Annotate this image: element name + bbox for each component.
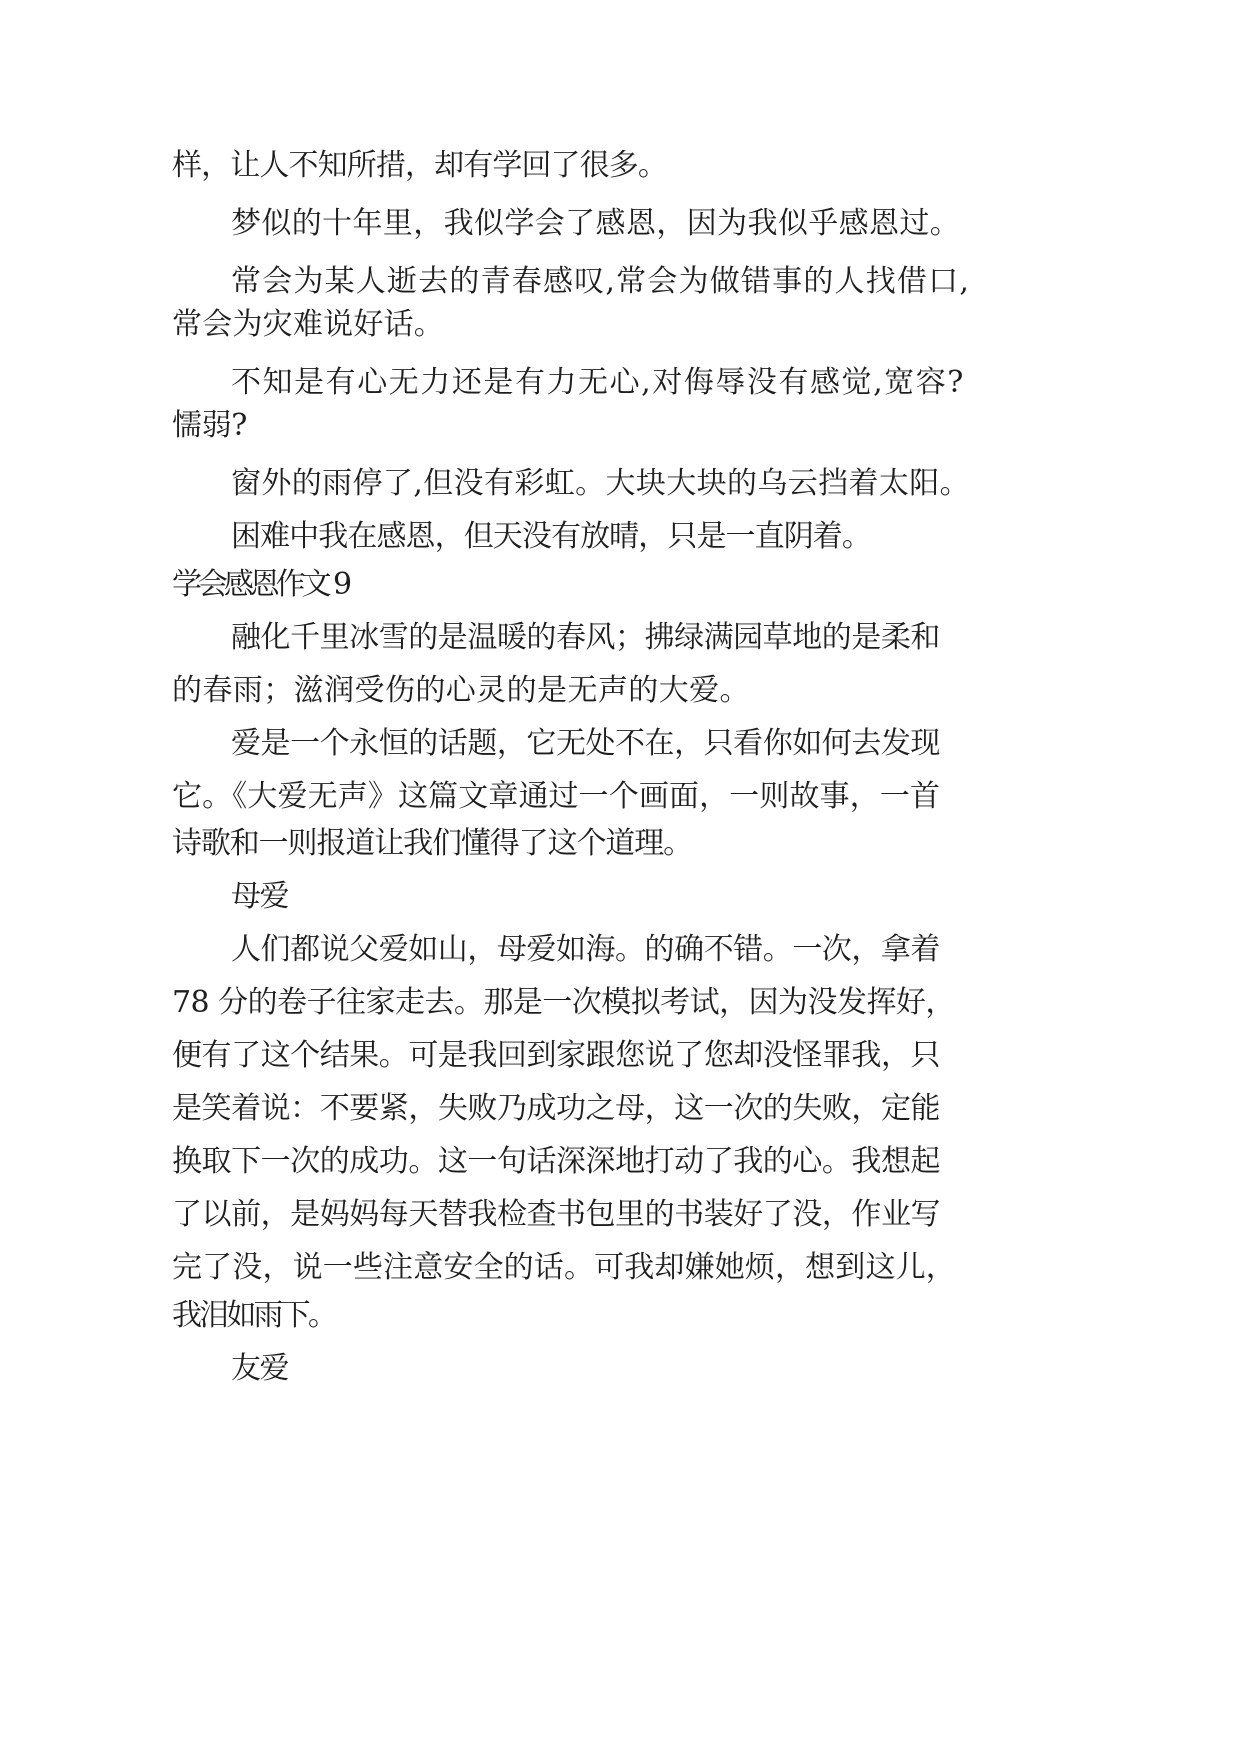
text-line-continuation: 便有了这个结果。可是我回到家跟您说了您却没怪罪我，只 (172, 1038, 941, 1073)
text-line-continuation: 它。《大爱无声》这篇文章通过一个画面，一则故事，一首 (172, 779, 941, 814)
section-heading: 学会感恩作文 9 (172, 567, 348, 602)
text-line-continuation: 78 分的卷子往家走去。那是一次模拟考试，因为没发挥好， (172, 985, 955, 1020)
text-line-continuation: 完了没，说一些注意安全的话。可我却嫌她烦，想到这儿， (172, 1250, 956, 1285)
paragraph-line: 困难中我在感恩，但天没有放晴，只是一直阴着。 (231, 519, 871, 554)
text-line-continuation: 我泪如雨下。 (172, 1298, 336, 1333)
text-line-continuation: 了以前，是妈妈每天替我检查书包里的书装好了没，作业写 (172, 1197, 941, 1232)
text-line-continuation: 懦弱? (172, 408, 248, 443)
subheading-line: 母爱 (231, 879, 288, 914)
paragraph-line: 常会为某人逝去的青春感叹,常会为做错事的人找借口, (231, 264, 971, 299)
paragraph-line: 融化千里冰雪的是温暖的春风；拂绿满园草地的是柔和 (231, 620, 940, 655)
paragraph-line: 窗外的雨停了,但没有彩虹。大块大块的乌云挡着太阳。 (231, 466, 971, 501)
text-line-continuation: 样，让人不知所措，却有学回了很多。 (172, 148, 668, 183)
text-line-continuation: 的春雨；滋润受伤的心灵的是无声的大爱。 (172, 673, 750, 708)
paragraph-line: 不知是有心无力还是有力无心,对侮辱没有感觉,宽容? (231, 365, 965, 400)
text-line-continuation: 换取下一次的成功。这一句话深深地打动了我的心。我想起 (172, 1144, 941, 1179)
subheading-line: 友爱 (231, 1351, 288, 1386)
paragraph-line: 人们都说父爱如山，母爱如海。的确不错。一次，拿着 (231, 932, 940, 967)
text-line-continuation: 常会为灾难说好话。 (172, 307, 444, 342)
paragraph-line: 梦似的十年里，我似学会了感恩，因为我似乎感恩过。 (231, 206, 961, 241)
paragraph-line: 爱是一个永恒的话题，它无处不在，只看你如何去发现 (231, 726, 940, 761)
text-line-continuation: 是笑着说：不要紧，失败乃成功之母，这一次的失败，定能 (172, 1091, 941, 1126)
text-line-continuation: 诗歌和一则报道让我们懂得了这个道理。 (172, 826, 693, 861)
